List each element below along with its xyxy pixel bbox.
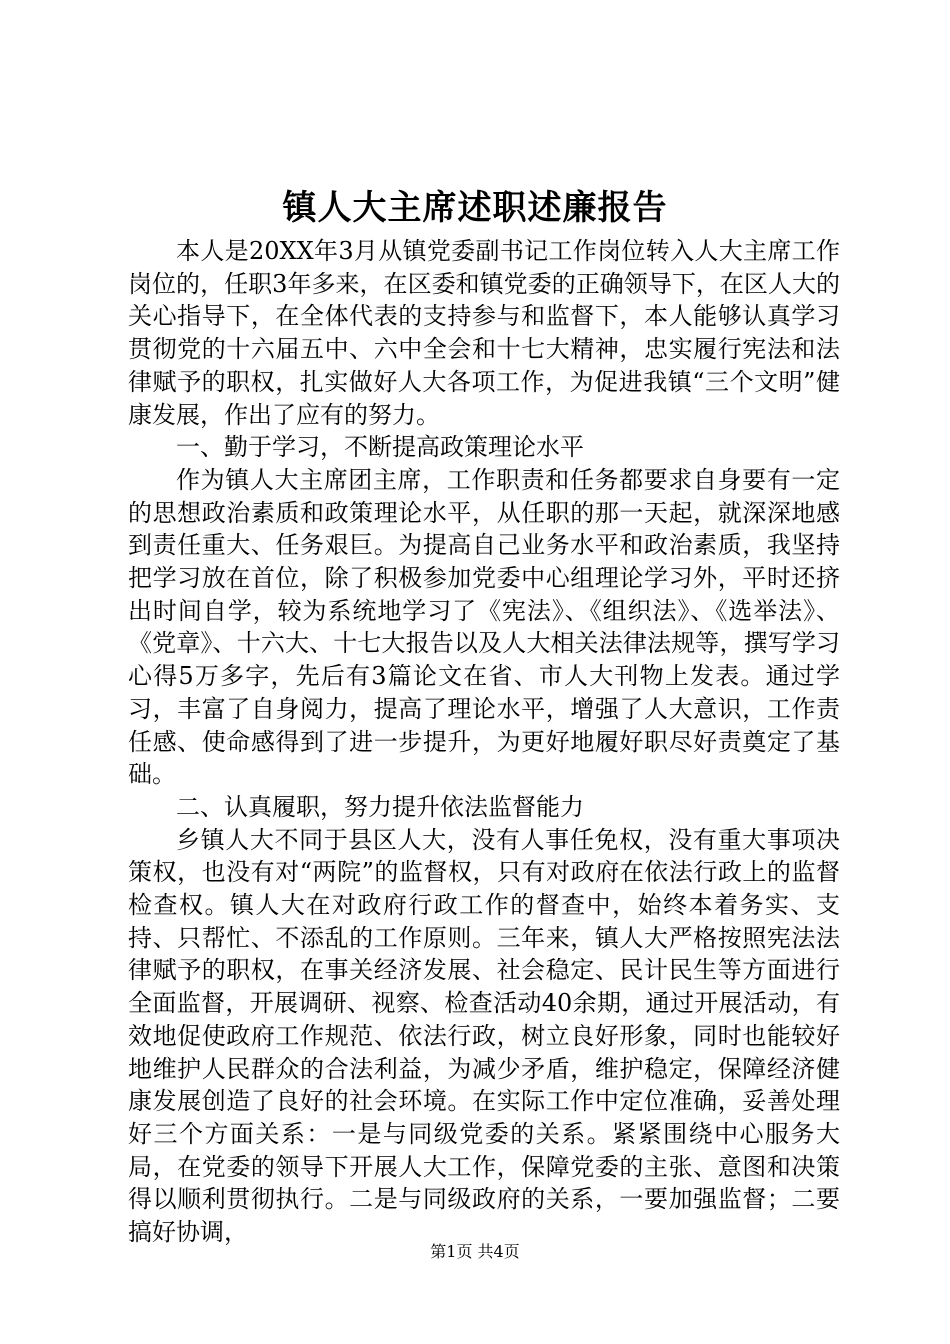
section-heading-1: 一、勤于学习，不断提高政策理论水平 xyxy=(176,433,584,462)
paragraph-intro: 本人是20XX年3月从镇党委副书记工作岗位转入人大主席工作岗位的，任职3年多来，在区委和镇党委的正确领导下，在区人大的关心指导下，在全体代表的支持参与和监督下，本人能够认真学习贯彻党的十六届五中、六中全会和十七大精神，忠实履行宪法和法律赋予的职权，扎实做好人大各项工作，为促进我镇“三个文明”健康发展，作出了应有的努力。 xyxy=(128,237,840,429)
paragraph-section-1: 作为镇人大主席团主席，工作职责和任务都要求自身要有一定的思想政治素质和政策理论水平，从任职的那一天起，就深深地感到责任重大、任务艰巨。为提高自己业务水平和政治素质，我坚持把学习放在首位，除了积极参加党委中心组理论学习外，平时还挤出时间自学，较为系统地学习了《宪法》、《组织法》、《选举法》、《党章》、十六大、十七大报告以及人大相关法律法规等，撰写学习心得5万多字，先后有3篇论文在省、市人大刊物上发表。通过学习，丰富了自身阅力，提高了理论水平，增强了人大意识，工作责任感、使命感得到了进一步提升，为更好地履好职尽好责奠定了基础。 xyxy=(128,465,840,789)
document-title: 镇人大主席述职述廉报告 xyxy=(282,188,668,228)
section-heading-2: 二、认真履职，努力提升依法监督能力 xyxy=(176,792,584,821)
paragraph-section-2: 乡镇人大不同于县区人大，没有人事任免权，没有重大事项决策权，也没有对“两院”的监督权，只有对政府在依法行政上的监督检查权。镇人大在对政府行政工作的督查中，始终本着务实、支持、只帮忙、不添乱的工作原则。三年来，镇人大严格按照宪法法律赋予的职权，在事关经济发展、社会稳定、民计民生等方面进行全面监督，开展调研、视察、检查活动40余期，通过开展活动，有效地促使政府工作规范、依法行政，树立良好形象，同时也能较好地维护人民群众的合法利益，为减少矛盾，维护稳定，保障经济健康发展创造了良好的社会环境。在实际工作中定位准确，妥善处理好三个方面关系：一是与同级党委的关系。紧紧围绕中心服务大局，在党委的领导下开展人大工作，保障党委的主张、意图和决策得以顺利贯彻执行。二是与同级政府的关系，一要加强监督；二要搞好协调， xyxy=(128,825,840,1247)
page-footer: 第1页 共4页 xyxy=(430,1242,520,1261)
document-body xyxy=(128,235,840,1249)
